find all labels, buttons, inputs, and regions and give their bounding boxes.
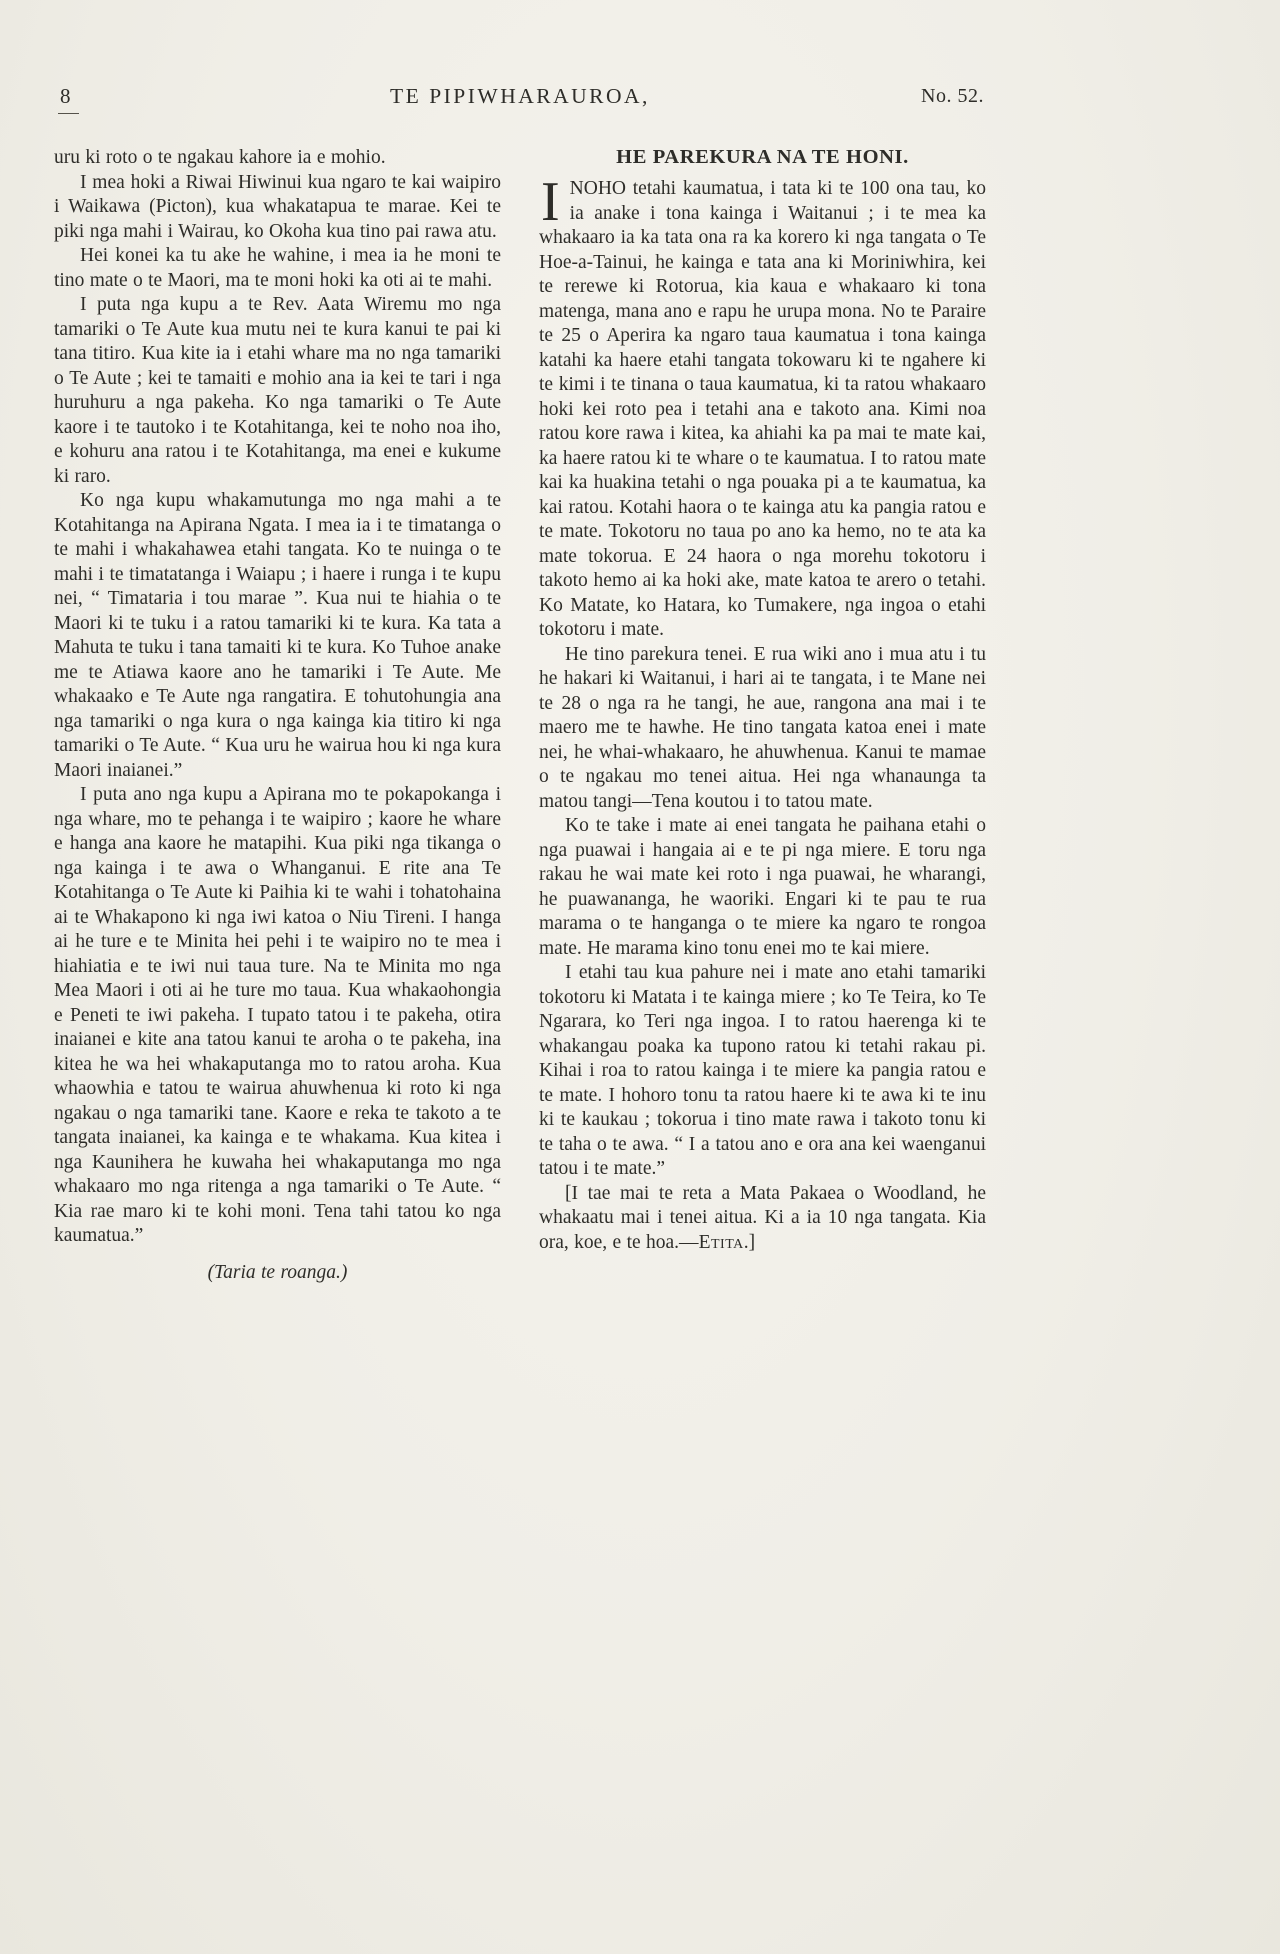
page-header <box>54 84 986 120</box>
body-paragraph: I etahi tau kua pahure nei i mate ano etahi tamariki tokotoru ki Matata i te kainga miere ; ko Te Teira, ko Te Ngarara, ko Teri nga ingoa. I to ratou haerenga ki te whakangau poaka ka tupono ratou ki tetahi rakau pi. Kihai i roa to ratou kainga i te miere ka pangia ratou e te mate. I hohoro tonu ta ratou haere ki te awa ki te inu ki te kaukau ; tokorua i tino mate rawa i takoto tonu ki te taha o te awa. “ I a tatou ano e ora ana kei waenganui tatou i te mate.” <box>539 962 986 1179</box>
masthead-title: TE PIPIWHARAUROA, <box>390 84 650 108</box>
editor-signature: Etita <box>698 1231 744 1253</box>
body-paragraph: Ko te take i mate ai enei tangata he paihana etahi o nga puawai i hangaia ai e te pi nga miere. E toru nga rakau he wai mate kei roto i nga puawai, he wharangi, he puawananga, he waoriki. Engari ki te pau te rua marama o te hanganga o te miere ka ngaro te rongoa mate. He marama kino tonu enei mo te kai miere. <box>539 815 986 959</box>
body-paragraph: Ko nga kupu whakamutunga mo nga mahi a te Kotahitanga na Apirana Ngata. I mea ia i te timatanga o te mahi i whakahawea etahi tangata. Ko te nuinga o te mahi i te timatatanga i Waiapu ; i haere i runga i te kupu nei, “ Timataria i tou marae ”. Kua nui te hiahia o te Maori ki te tuku i a ratou tamariki ki te kura. Ka tata a Mahuta te tuku i tana tamaiti ki te kura. Ko Tuhoe anake me te Atiawa kaore ano he tamariki i Te Aute. Me whakaako e Te Aute nga rangatira. E tohutohungia ana nga tamariki o nga kura o nga kainga kia titiro ki nga tamariki o Te Aute. “ Kua uru he wairua hou ki nga kura Maori inaianei.” <box>54 490 501 781</box>
page-content <box>54 0 986 1285</box>
body-paragraph: I puta ano nga kupu a Apirana mo te pokapokanga i nga whare, mo te pehanga i te waipiro ; kaore he whare e hanga ana kaore he matapihi. Kua piki nga tikanga o nga kainga i te awa o Whanganui. E rite ana Te Kotahitanga o Te Aute ki Paihia ki te wahi i tohatohaina ai te Whakapono ki nga iwi katoa o Niu Tireni. I hanga ai he ture e te Minita hei pehi i te waipiro no te mea i hiahiatia e te iwi nui taua ture. Na te Minita mo nga Mea Maori i oti ai he ture mo taua. Kua whakaohongia e Peneti te iwi pakeha. I tupato tatou i te pakeha, otira inaianei e kite ana tatou kanui te aroha o te pakeha, ina kitea he wa hei whakaputanga mo to ratou aroha. Kua whaowhia e tatou te wairua ahuwhenua ki roto ki nga ngakau o nga tamariki tane. Kaore e reka te takoto a te tangata inaianei, ka kainga e te whakama. Kua kitea i nga Kaunihera he kuwaha hei whakaputanga mo nga whakaaro mo nga ritenga a nga tamariki o Te Aute. “ Kia rae maro ki te kohi moni. Tena tahi tatou ko nga kaumatua.” <box>54 784 501 1246</box>
body-paragraph <box>539 171 986 643</box>
continuation-note: (Taria te roanga.) <box>207 1261 348 1283</box>
body-paragraph: uru ki roto o te ngakau kahore ia e mohio. <box>54 147 386 168</box>
column-layout <box>54 146 986 1285</box>
right-column <box>539 146 986 1285</box>
article-heading: HE PAREKURA NA TE HONI. <box>616 146 909 168</box>
editor-note <box>539 1182 986 1256</box>
body-paragraph: I puta nga kupu a te Rev. Aata Wiremu mo nga tamariki o Te Aute kua mutu nei te kura kanui te pai ki tana titiro. Kua kite ia i etahi whare ma no nga tamariki o Te Aute ; kei te tamaiti e mohio ana ia kei te tari i nga huruhuru a nga pakeha. Ko nga tamariki o Te Aute kaore i te tautoko i te Kotahitanga, kei te noho noa iho, e kohuru ana ratou i te Kotahitanga, ma enei e kukume ki raro. <box>54 294 501 487</box>
body-paragraph: He tino parekura tenei. E rua wiki ano i mua atu i tu he hakari ki Waitanui, i hari ai te tangata, i te Mane nei te 28 o nga ra he tangi, he aue, rangona ana mai i te maero me te hawhe. He tino tangata katoa enei i mate nei, he whai-whakaaro, he ahuwhenua. Kanui te mamae o te ngakau mo tenei aitua. Hei nga whanaunga ta matou tangi—Tena koutou i to tatou mate. <box>539 643 986 812</box>
opening-paragraph-text: NOHO tetahi kaumatua, i tata ki te 100 ona tau, ko ia anake i tona kainga i Waitanui ; i te mea ka whakaaro ia ka tata ona ra ka korero ki nga tangata o Te Hoe-a-Tainui, he kainga e tata ana ki Moriniwhira, kei te rerewe ki Rotorua, kia kaua e whakaaro ki tona matenga, mana ano e rapu he urupa mona. No te Paraire te 25 o Aperira ka ngaro taua kaumatua i tona kainga katahi ka haere etahi tangata tokowaru ki te ngahere ki te kimi i te tinana o taua kaumatua, ki ta ratou whakaaro hoki kei roto pea i tetahi ana e takoto ana. Kimi noa ratou kore rawa i kitea, ka ahiahi ka pa mai te mate kai, ka haere ratou ki te whare o te kaumatua. I to ratou mate kai ka huakina tetahi o nga pouaka pi a te kaumatua, ka kai ratou. Kotahi haora o te kainga atu ka pangia ratou e te mate. Tokotoru no taua po ano ka hemo, no te ata ka mate tokorua. E 24 haora o nga morehu tokotoru i takoto hemo ai ka hoki ake, mate katoa te arero o tetahi. Ko Matate, ko Hatara, ko Tumakere, nga ingoa o etahi tokotoru i mate. <box>539 178 986 640</box>
drop-cap-initial: I <box>541 171 560 233</box>
issue-number: No. 52. <box>921 85 984 107</box>
page-number: 8 <box>58 84 79 114</box>
left-column <box>54 146 501 1285</box>
editor-note-bracket: .] <box>743 1231 756 1253</box>
body-paragraph: I mea hoki a Riwai Hiwinui kua ngaro te kai waipiro i Waikawa (Picton), kua whakatapua te marae. Kei te piki nga mahi i Wairau, ko Okoha kua tino pai rawa atu. <box>54 171 501 242</box>
editor-note-text: [I tae mai te reta a Mata Pakaea o Woodland, he whakaatu mai i tenei aitua. Ki a ia 10 nga tangata. Kia ora, koe, e te hoa.— <box>539 1182 986 1253</box>
body-paragraph: Hei konei ka tu ake he wahine, i mea ia he moni te tino mate o te Maori, ma te moni hoki ka oti ai te mahi. <box>54 245 501 291</box>
